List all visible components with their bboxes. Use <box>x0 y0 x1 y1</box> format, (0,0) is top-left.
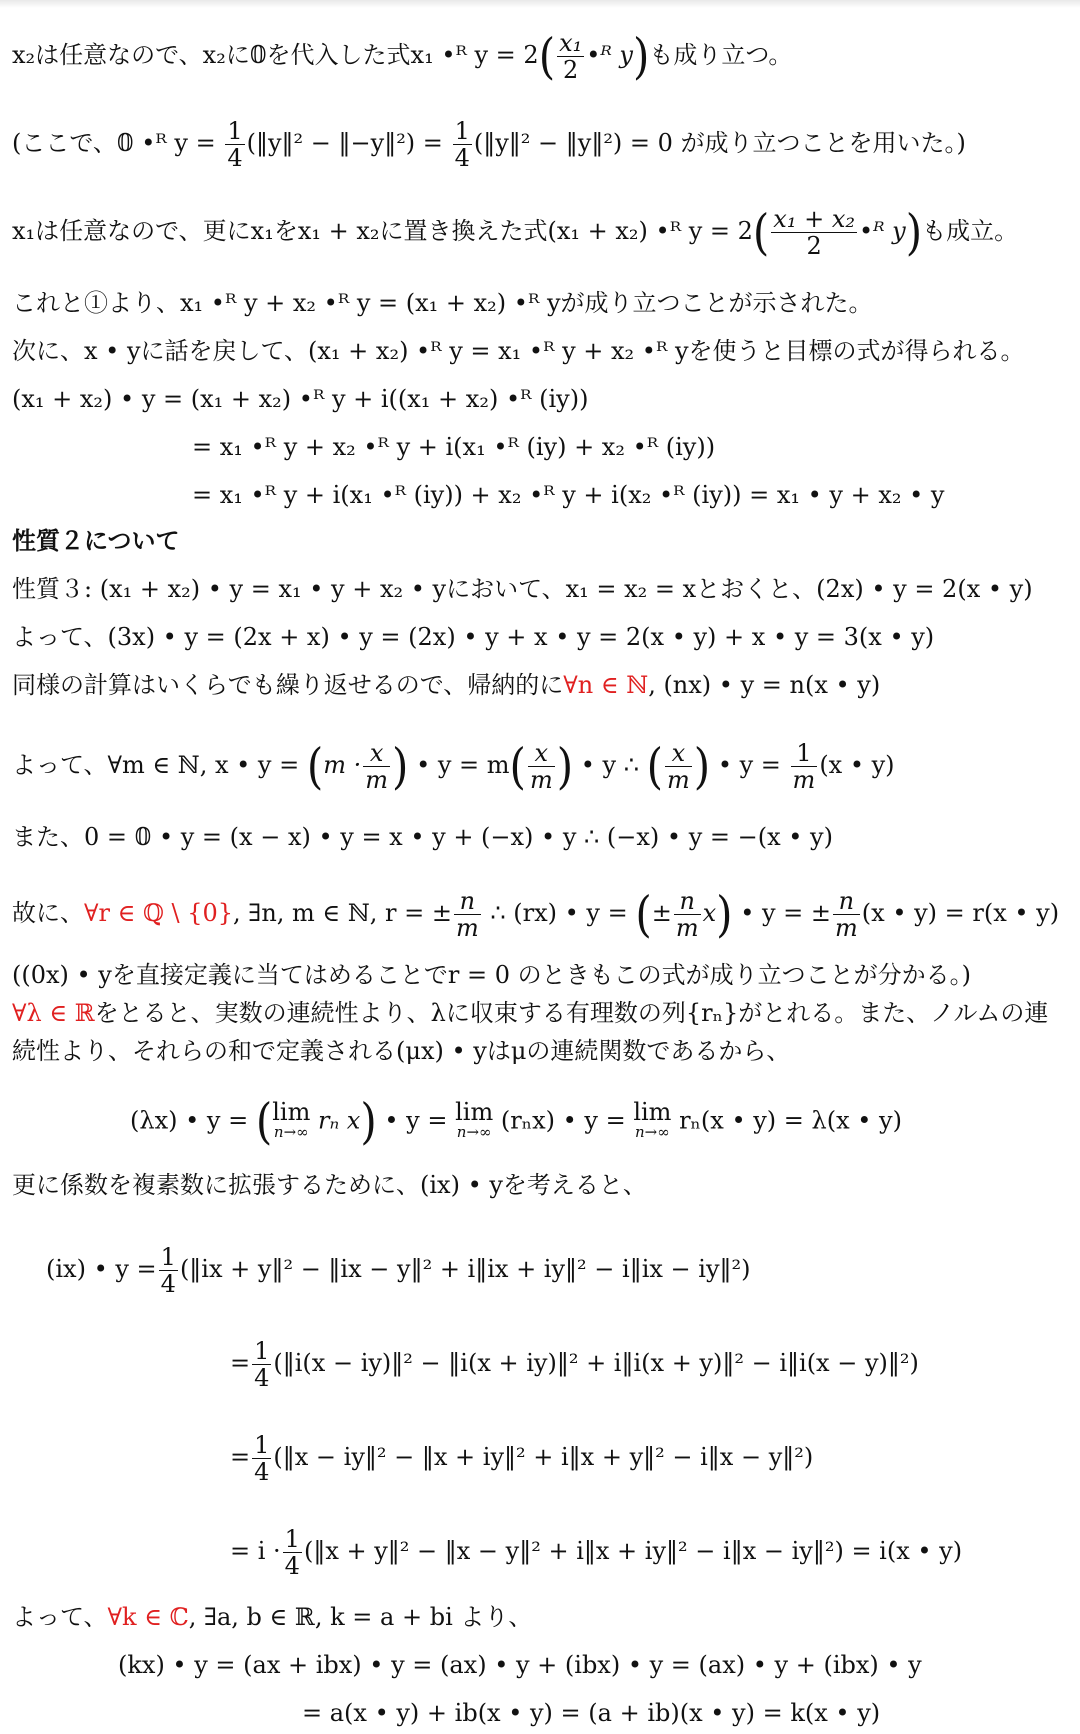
denominator: 4 <box>160 1270 176 1298</box>
equation-line-25: (kx) • y = (ax + ibx) • y = (ax) • y + (ibx) • y = (ax) • y + (ibx) • y <box>118 1651 922 1679</box>
numerator: x <box>528 740 555 767</box>
text: = <box>230 1349 251 1377</box>
text: (‖y‖² − ‖−y‖²) = <box>246 129 443 157</box>
numerator: 1 <box>254 1337 270 1365</box>
text: (ix) • y = <box>46 1255 157 1283</box>
fraction <box>454 888 481 941</box>
numerator: n <box>454 888 481 915</box>
equation-line-8: = x₁ •ᴿ y + i(x₁ •ᴿ (iy)) + x₂ •ᴿ y + i(x₂ •ᴿ (iy)) = x₁ • y + x₂ • y <box>192 481 945 509</box>
text: ∴ (rx) • y = <box>490 899 628 927</box>
numerator: 1 <box>254 1431 270 1459</box>
text: も成り立つ。 <box>649 41 793 69</box>
fraction <box>252 1432 271 1485</box>
text-line-10: よって、(3x) • y = (2x + x) • y = (2x) • y + x • y = 2(x • y) + x • y = 3(x • y) <box>12 623 935 651</box>
numerator: 1 <box>227 117 243 145</box>
denominator: m <box>529 766 553 794</box>
limit <box>455 1098 494 1142</box>
equation-line-2 <box>12 118 966 171</box>
text: (ここで、𝟘 •ᴿ y = <box>12 129 216 157</box>
text: • y = m <box>416 751 510 779</box>
text: (rₙx) • y = <box>500 1106 626 1135</box>
text: , ∃n, m ∈ ℕ, r = ± <box>233 899 452 927</box>
equation-line-3 <box>12 203 1019 261</box>
text: = i · <box>230 1537 281 1565</box>
paren-open: ( <box>635 885 652 943</box>
text: • y = ± <box>740 899 832 927</box>
limit <box>272 1098 311 1142</box>
text: (λx) • y = <box>130 1106 249 1135</box>
denominator: m <box>455 914 479 942</box>
text: x₂は任意なので、x₂に𝟘を代入した式x₁ •ᴿ y = 2 <box>12 41 539 69</box>
text: よって、 <box>12 1603 108 1631</box>
highlight: ∀λ ∈ ℝ <box>12 999 95 1027</box>
denominator: 2 <box>563 56 579 84</box>
text: 同様の計算はいくらでも繰り返せるので、帰納的に <box>12 671 564 699</box>
numerator: x₁ <box>559 29 583 57</box>
highlight: ∀n ∈ ℕ <box>563 671 649 699</box>
paren-open: ( <box>306 737 324 795</box>
denominator: m <box>792 766 816 794</box>
fraction <box>674 888 701 941</box>
equation-line-23 <box>230 1526 962 1579</box>
text-line-11 <box>12 670 880 700</box>
fraction <box>252 1338 271 1391</box>
equation-line-1 <box>12 27 793 85</box>
fraction <box>363 740 390 793</box>
denominator: 4 <box>454 144 470 172</box>
numerator: n <box>833 888 860 915</box>
equation-line-12 <box>12 737 895 795</box>
fraction <box>283 1526 302 1579</box>
text: (‖x + y‖² − ‖x − y‖² + i‖x + iy‖² − i‖x − iy‖²) = i(x • y) <box>303 1537 963 1565</box>
text: も成立。 <box>922 217 1019 245</box>
denominator: 4 <box>227 144 243 172</box>
limit-label: lim <box>455 1098 494 1126</box>
paren-open: ( <box>509 737 526 795</box>
fraction <box>791 740 818 793</box>
text: (‖ix + y‖² − ‖ix − y‖² + i‖ix + iy‖² − i‖ix − iy‖²) <box>179 1255 751 1283</box>
limit-label: lim <box>633 1098 672 1126</box>
denominator: 2 <box>806 232 822 260</box>
numerator: x₁ + x₂ <box>773 205 855 233</box>
numerator: x <box>665 740 692 767</box>
text: • y ∴ <box>580 751 639 779</box>
text-line-5: 次に、x • yに話を戻して、(x₁ + x₂) •ᴿ y = x₁ •ᴿ y + x₂ •ᴿ yを使うと目標の式が得られる。 <box>12 337 1025 365</box>
top-edge <box>0 0 1080 8</box>
equation-line-21 <box>230 1338 919 1391</box>
text: m · <box>323 751 362 779</box>
text-line-24 <box>12 1602 532 1632</box>
fraction <box>557 30 584 83</box>
paren-close: ) <box>693 737 711 795</box>
paren-close: ) <box>716 885 733 943</box>
limit <box>633 1098 672 1142</box>
numerator: 1 <box>284 1525 300 1553</box>
denominator: m <box>667 766 690 794</box>
text-line-9: 性質３: (x₁ + x₂) • y = x₁ • y + x₂ • yにおいて、x₁ = x₂ = xとおくと、(2x) • y = 2(x • y) <box>12 575 1033 603</box>
denominator: 4 <box>254 1364 270 1392</box>
denominator: 4 <box>284 1552 300 1580</box>
text: (x • y) = r(x • y) <box>861 899 1060 927</box>
fraction <box>528 740 555 793</box>
section-heading: 性質２について <box>12 527 180 555</box>
equation-line-22 <box>230 1432 813 1485</box>
text-line-4: これと①より、x₁ •ᴿ y + x₂ •ᴿ y = (x₁ + x₂) •ᴿ yが成り立つことが示された。 <box>12 289 873 317</box>
limit-label: lim <box>272 1098 311 1126</box>
text: x₁は任意なので、更にx₁をx₁ + x₂に置き換えた式(x₁ + x₂) •ᴿ y = 2 <box>12 217 753 245</box>
equation-line-20 <box>46 1244 751 1297</box>
highlight: ∀k ∈ ℂ <box>107 1603 189 1631</box>
text: rₙ x <box>317 1106 361 1135</box>
text: , (nx) • y = n(x • y) <box>648 671 881 699</box>
highlight: ∀r ∈ ℚ \ {0} <box>84 899 234 927</box>
text: x <box>702 899 717 927</box>
numerator: 1 <box>454 117 470 145</box>
text-line-13: また、0 = 𝟘 • y = (x − x) • y = x • y + (−x) • y ∴ (−x) • y = −(x • y) <box>12 823 833 851</box>
equation-line-14 <box>12 885 1060 943</box>
equation-line-26: = a(x • y) + ib(x • y) = (a + ib)(x • y) = k(x • y) <box>302 1699 881 1727</box>
text: rₙ(x • y) = λ(x • y) <box>679 1106 902 1135</box>
numerator: 1 <box>160 1243 176 1271</box>
paren-open: ( <box>646 737 664 795</box>
fraction <box>771 206 857 259</box>
fraction <box>159 1244 178 1297</box>
text: をとると、実数の連続性より、λに収束する有理数の列{rₙ}がとれる。また、ノルムの連 <box>94 999 1049 1027</box>
paren-open: ( <box>255 1093 273 1150</box>
fraction <box>833 888 860 941</box>
equation-line-6: (x₁ + x₂) • y = (x₁ + x₂) •ᴿ y + i((x₁ + x₂) •ᴿ (iy)) <box>12 385 589 413</box>
limit-subscript: n→∞ <box>273 1123 309 1141</box>
text: • y = <box>717 751 781 779</box>
text: (x • y) <box>819 751 895 779</box>
fraction <box>225 118 244 171</box>
limit-subscript: n→∞ <box>456 1123 492 1141</box>
text: • y = <box>384 1106 448 1135</box>
denominator: m <box>675 914 699 942</box>
numerator: x <box>363 740 390 767</box>
text-line-15: ((0x) • yを直接定義に当てはめることでr = 0 のときもこの式が成り立つことが分かる。) <box>12 961 971 989</box>
numerator: 1 <box>791 740 818 767</box>
text: = <box>230 1443 251 1471</box>
text: •ᴿ y <box>586 41 633 69</box>
text: (‖i(x − iy)‖² − ‖i(x + iy)‖² + i‖i(x + y)‖² − i‖i(x − y)‖²) <box>273 1349 919 1377</box>
equation-line-7: = x₁ •ᴿ y + x₂ •ᴿ y + i(x₁ •ᴿ (iy) + x₂ •ᴿ (iy)) <box>192 433 716 461</box>
text: (‖x − iy‖² − ‖x + iy‖² + i‖x + y‖² − i‖x − y‖²) <box>273 1443 814 1471</box>
fraction <box>665 740 692 793</box>
paren-open: ( <box>538 27 556 85</box>
paren-close: ) <box>360 1093 377 1150</box>
limit-subscript: n→∞ <box>635 1123 670 1141</box>
text-line-19: 更に係数を複素数に拡張するために、(ix) • yを考えると、 <box>12 1171 647 1199</box>
numerator: n <box>674 888 701 915</box>
paren-close: ) <box>905 203 923 261</box>
equation-line-18 <box>130 1093 902 1150</box>
text: •ᴿ y <box>858 217 906 245</box>
paren-close: ) <box>556 737 574 795</box>
text: 故に、 <box>12 899 84 927</box>
text: よって、∀m ∈ ℕ, x • y = <box>12 751 300 779</box>
denominator: m <box>835 914 858 942</box>
text-line-16 <box>12 998 1048 1028</box>
paren-close: ) <box>632 27 650 85</box>
paren-open: ( <box>752 203 770 261</box>
fraction <box>453 118 472 171</box>
denominator: 4 <box>254 1458 270 1486</box>
text: ± <box>651 899 672 927</box>
denominator: m <box>365 766 389 794</box>
text-line-17: 続性より、それらの和で定義される(μx) • yはμの連続関数であるから、 <box>12 1037 791 1065</box>
text: , ∃a, b ∈ ℝ, k = a + bi より、 <box>188 1603 533 1631</box>
text: (‖y‖² − ‖y‖²) = 0 が成り立つことを用いた。) <box>473 129 966 157</box>
paren-close: ) <box>392 737 409 795</box>
